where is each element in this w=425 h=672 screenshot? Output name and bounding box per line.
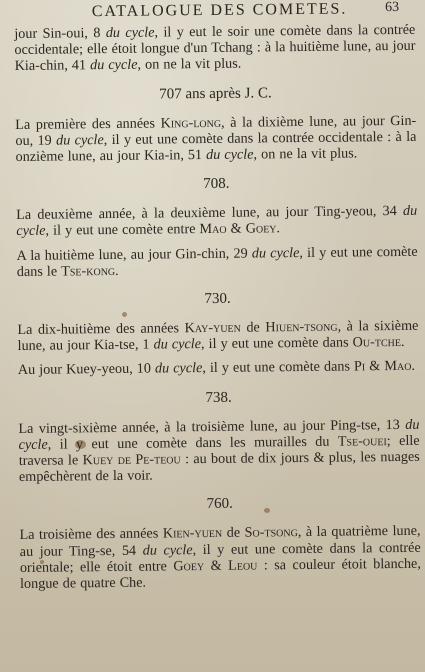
entry-text: La première des années bbox=[15, 115, 161, 133]
entry-paragraph bbox=[17, 243, 418, 280]
cycle-italic: du cycle bbox=[90, 57, 138, 74]
cycle-italic: du cycle bbox=[105, 24, 155, 42]
entry-text: , à la quatrième lune, au jour Ting-se, 54 bbox=[19, 523, 421, 560]
page-content bbox=[14, 0, 421, 600]
cycle-italic: du cycle bbox=[251, 244, 300, 262]
entry-paragraph bbox=[19, 523, 421, 592]
proper-name: Tse-kong bbox=[61, 262, 116, 280]
cycle-italic: du cycle bbox=[18, 416, 420, 453]
entry-text: , à la dixième lune, au jour Gin-ou, 19 bbox=[15, 112, 417, 149]
entry-text: A la huitième lune, au jour Gin-chin, 29 bbox=[16, 245, 252, 264]
entry-text: , on ne la vit plus. bbox=[137, 56, 242, 74]
year-heading: 707 ans après J. C. bbox=[159, 84, 272, 103]
entry-text: , il y eut une comète dans bbox=[200, 334, 353, 353]
running-title: CATALOGUE DES COMETES. bbox=[91, 0, 348, 21]
entry-text: . bbox=[276, 220, 281, 237]
entry-paragraph bbox=[15, 112, 416, 165]
entry-text: , il y eut une comète dans la contrée orientale; elle étoit entre bbox=[19, 539, 421, 576]
entry-text: . bbox=[115, 262, 119, 279]
cycle-italic: du cycle bbox=[55, 131, 104, 149]
entry-text: , il y eut une comète dans le bbox=[16, 243, 418, 280]
entry-text: La dix-huitième des années bbox=[17, 320, 185, 339]
proper-name: Goey & Leou bbox=[173, 557, 258, 575]
cycle-italic: du cycle bbox=[142, 541, 193, 559]
entry-text: , il y eut une comète dans bbox=[202, 358, 355, 377]
entry-text: . bbox=[400, 334, 405, 351]
cycle-italic: du cycle bbox=[153, 336, 202, 353]
cycle-italic: du cycle bbox=[154, 360, 203, 377]
entry-text: Au jour Kuey-yeou, 10 bbox=[17, 360, 156, 379]
entry-text: de bbox=[240, 319, 266, 336]
entry-paragraph bbox=[17, 318, 418, 355]
entry-text: La troisième des années bbox=[19, 525, 163, 544]
entry-text: La vingt-sixième année, à la troisième lune, au jour Ping-tse, 13 bbox=[18, 416, 406, 437]
entry-text: , il y eut une comète entre bbox=[45, 221, 200, 240]
proper-name: Hiuen-tsong bbox=[265, 318, 338, 336]
proper-name: Pi & Mao bbox=[353, 358, 412, 375]
entry-text: , il y eut une comète dans les murailles du bbox=[47, 433, 338, 453]
proper-name: Mao & Goey bbox=[199, 220, 277, 238]
entry-paragraph bbox=[14, 22, 415, 75]
running-header bbox=[14, 0, 415, 24]
cycle-italic: du cycle bbox=[206, 146, 254, 164]
entry-text: La deuxième année, à la deuxième lune, au jour Ting-yeou, 34 bbox=[16, 203, 404, 224]
proper-name: King-long bbox=[160, 114, 222, 132]
entry-text: : sa couleur étoit blanche, longue de quatre Che. bbox=[19, 555, 421, 593]
cycle-italic: du cycle bbox=[16, 203, 418, 240]
entry-text: : au bout de dix jours & plus, les nuages empêchèrent de la voir. bbox=[18, 448, 420, 486]
entry-text: ; elle traversa le bbox=[18, 432, 420, 470]
year-heading: 760. bbox=[206, 496, 233, 513]
entry-text: , il y eut le soir une comète dans la contrée occidentale; elle étoit longue d'un Tchang : à la huitième lune, au jour Kia-chin, 41 bbox=[14, 21, 416, 75]
proper-name: Kay-yuen bbox=[184, 319, 241, 337]
proper-name: Ou-tche bbox=[352, 334, 402, 351]
proper-name: Kien-yuen bbox=[162, 525, 223, 542]
catalogue-body bbox=[14, 22, 421, 592]
entry-text: jour Sin-oui, 8 bbox=[14, 25, 106, 42]
entry-text: , il y eut une comète dans la contrée occidentale : à la onzième lune, au jour Kia-in, 51 bbox=[15, 128, 417, 166]
entry-paragraph bbox=[18, 416, 420, 485]
year-heading: 708. bbox=[203, 175, 230, 193]
proper-name: Kuey de Pe-teou bbox=[82, 451, 181, 469]
entry-text: de bbox=[222, 525, 245, 542]
year-heading: 730. bbox=[204, 290, 231, 308]
year-heading: 738. bbox=[205, 389, 232, 406]
entry-paragraph bbox=[16, 203, 417, 240]
proper-name: Tse-ouei bbox=[337, 432, 387, 450]
entry-paragraph bbox=[18, 358, 419, 378]
proper-name: So-tsong bbox=[244, 524, 298, 542]
entry-text: , à la sixième lune, au jour Kia-tse, 1 bbox=[17, 317, 419, 355]
entry-text: . bbox=[411, 358, 416, 375]
entry-text: , on ne la vit plus. bbox=[253, 145, 358, 163]
page-number: 63 bbox=[384, 0, 400, 16]
